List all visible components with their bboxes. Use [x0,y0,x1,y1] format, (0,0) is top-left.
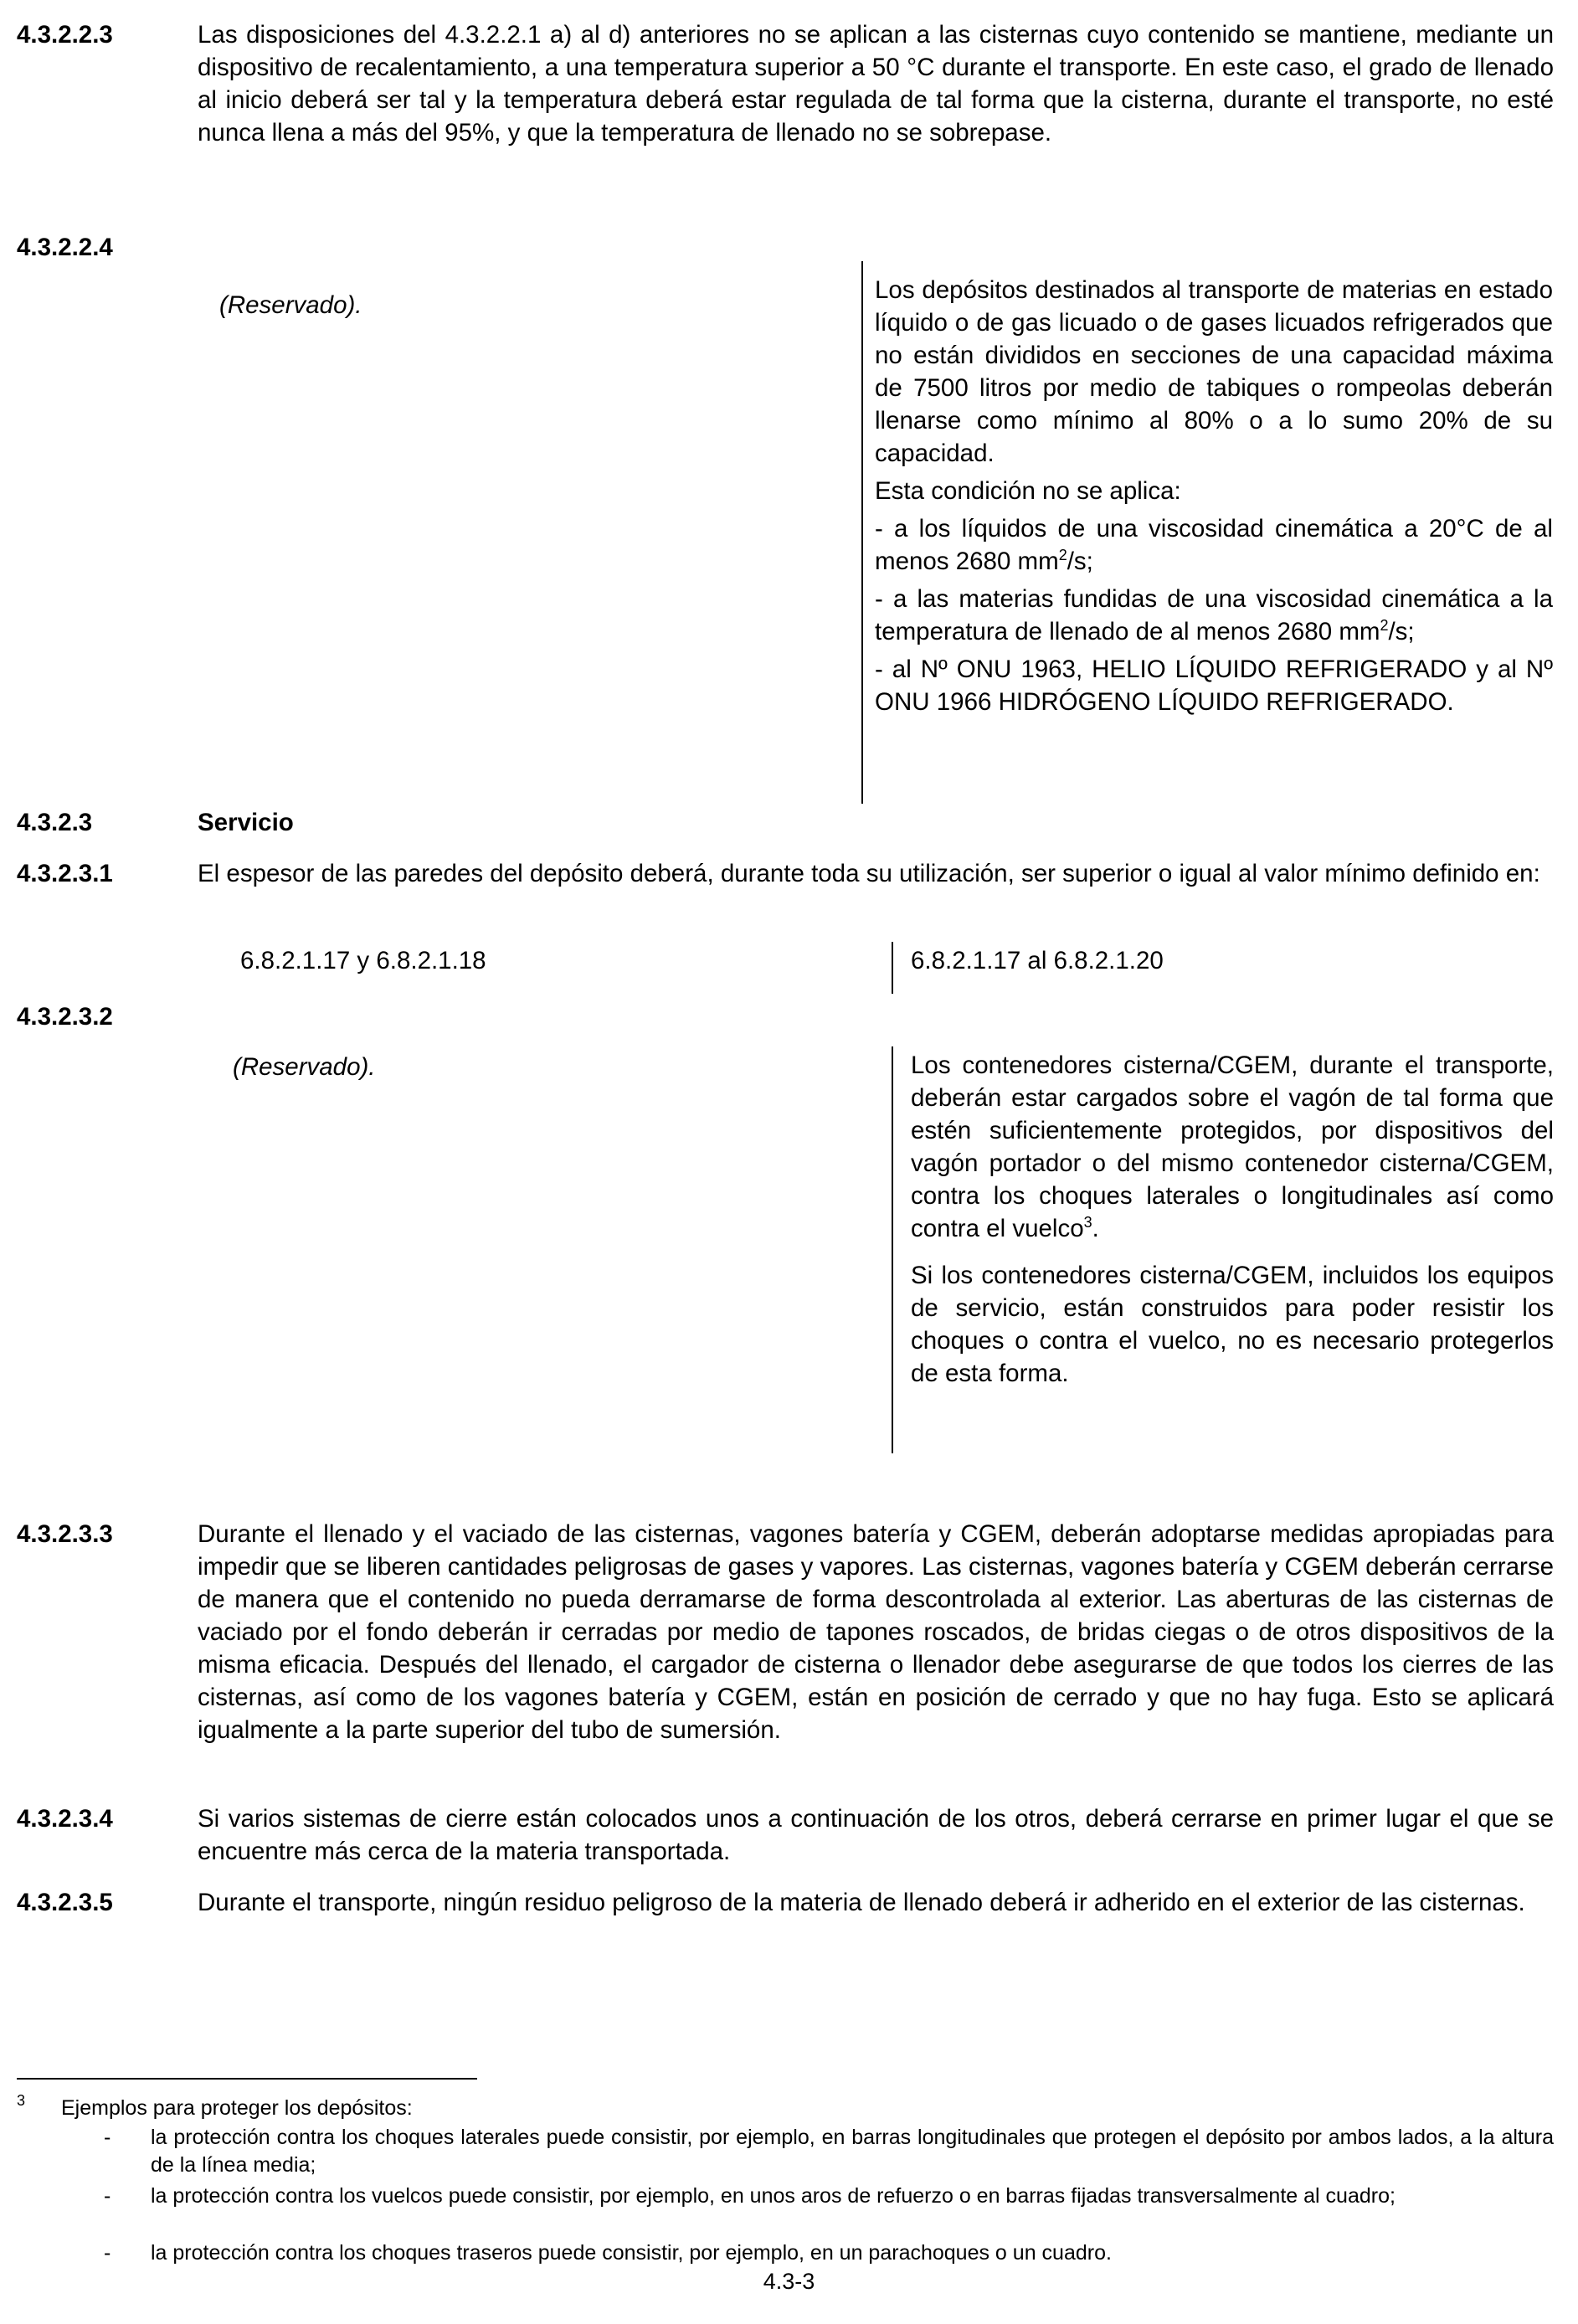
section-number: 4.3.2.3.3 [17,1520,113,1548]
footnote-item: la protección contra los choques traseros puede consistir, por ejemplo, en un parachoques o un cuadro. [151,2241,1112,2265]
column-divider [892,1046,893,1453]
section-number: 4.3.2.3.1 [17,860,113,887]
list-item: - a los líquidos de una viscosidad cinemática a 20°C de al menos 2680 $mm^2/s$; [875,515,1553,575]
section-number: 4.3.2.3 [17,809,93,836]
page-number: 4.3-3 [763,2269,815,2294]
section-number: 4.3.2.3.4 [17,1805,113,1833]
list-item: - al Nº ONU 1963, HELIO LÍQUIDO REFRIGERADO y al Nº ONU 1966 HIDRÓGENO LÍQUIDO REFRIGERADO. [875,656,1553,716]
footnote-dash: - [104,2241,111,2265]
section-text: El espesor de las paredes del depósito deberá, durante toda su utilización, ser superior o igual al valor mínimo definido en: [198,860,1540,887]
reserved-note: (Reservado). [233,1053,376,1081]
footnote-item: la protección contra los vuelcos puede consistir, por ejemplo, en unos aros de refuerzo o en barras fijadas transversalmente al cuadro; [151,2184,1396,2208]
reserved-note: (Reservado). [219,291,362,319]
column-divider [861,261,863,804]
rid-column [875,274,1553,718]
footnote-mark: 3 [17,2092,26,2109]
section-text: Si varios sistemas de cierre están colocados unos a continuación de los otros, deberá cerrarse en primer lugar el que se encuentre más cerca de la materia transportada. [198,1805,1554,1865]
section-number: 4.3.2.3.2 [17,1003,113,1031]
footnote-dash: - [104,2126,111,2149]
paragraph: Esta condición no se aplica: [875,477,1181,505]
section-number: 4.3.2.3.5 [17,1889,113,1916]
section-text: Durante el transporte, ningún residuo peligroso de la materia de llenado deberá ir adherido en el exterior de las cisternas. [198,1889,1525,1916]
footnote-separator [17,2078,477,2080]
footnote-intro: Ejemplos para proteger los depósitos: [61,2096,413,2120]
section-number: 4.3.2.2.3 [17,21,113,49]
reference-adr: 6.8.2.1.17 al 6.8.2.1.20 [911,947,1164,974]
section-title: Servicio [198,809,294,836]
column-divider [892,942,893,994]
section-text: Durante el llenado y el vaciado de las cisternas, vagones batería y CGEM, deberán adoptarse medidas apropiadas para impedir que se liberen cantidades peligrosas de gases y vapores. Las cisternas, vagones batería y CGEM deberán cerrarse de manera que el contenido no pueda derramarse de forma descontrolada al exterior. Las aberturas de las cisternas de vaciado por el fondo deberán ir cerradas por medio de tapones roscados, de bridas ciegas o de otros dispositivos de la misma eficacia. Después del llenado, el cargador de cisterna o llenador debe asegurarse de que todos los cierres de las cisternas, así como de los vagones batería y CGEM, están en posición de cerrado y que no hay fuga. Esto se aplicará igualmente a la parte superior del tubo de sumersión. [198,1520,1554,1744]
reference-rid: 6.8.2.1.17 y 6.8.2.1.18 [240,947,486,974]
paragraph: Los contenedores cisterna/CGEM, durante el transporte, deberán estar cargados sobre el vagón de tal forma que estén suficientemente protegidos, por dispositivos del vagón portador o del mismo contenedor cisterna/CGEM, contra los choques laterales o longitudinales así como contra el vuelco$^3$. [911,1051,1554,1242]
footnote-dash: - [104,2184,111,2208]
list-item: - a las materias fundidas de una viscosidad cinemática a la temperatura de llenado de al menos 2680 $mm^2/s$; [875,585,1553,645]
footnote-item: la protección contra los choques laterales puede consistir, por ejemplo, en barras longitudinales que protegen el depósito por ambos lados, a la altura de la línea media; [151,2126,1554,2177]
paragraph: Los depósitos destinados al transporte de materias en estado líquido o de gas licuado o de gases licuados refrigerados que no están divididos en secciones de una capacidad máxima de 7500 litros por medio de tabiques o rompeolas deberán llenarse como mínimo al 80% o a lo sumo 20% de su capacidad. [875,276,1553,467]
adr-column [911,1049,1554,1390]
section-number: 4.3.2.2.4 [17,234,113,261]
paragraph: Si los contenedores cisterna/CGEM, incluidos los equipos de servicio, están construidos para poder resistir los choques o contra el vuelco, no es necesario protegerlos de esta forma. [911,1262,1554,1387]
section-text: Las disposiciones del 4.3.2.2.1 a) al d) anteriores no se aplican a las cisternas cuyo contenido se mantiene, mediante un dispositivo de recalentamiento, a una temperatura superior a 50 °C durante el transporte. En este caso, el grado de llenado al inicio deberá ser tal y la temperatura deberá estar regulada de tal forma que la cisterna, durante el transporte, no esté nunca llena a más del 95%, y que la temperatura de llenado no se sobrepase. [198,21,1554,147]
